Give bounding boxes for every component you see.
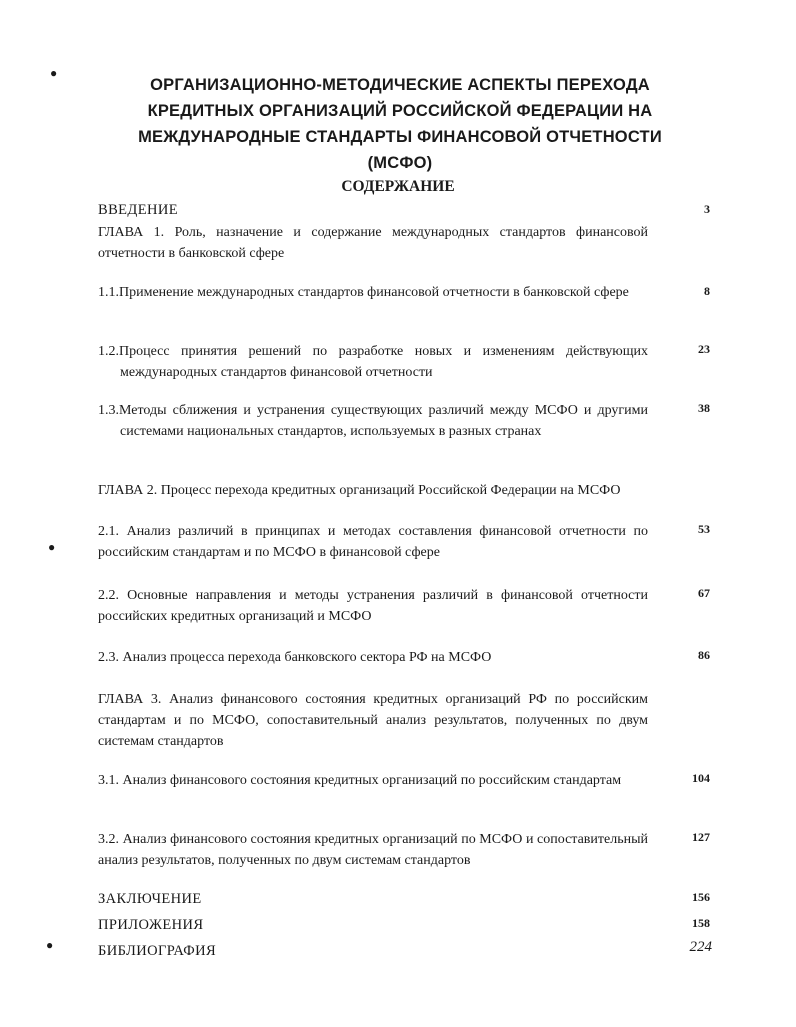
- page-number: 104: [692, 771, 710, 785]
- page-number: 8: [704, 284, 710, 298]
- page-number: 23: [698, 342, 710, 356]
- toc-entry-appendices: ПРИЛОЖЕНИЯ: [98, 917, 204, 933]
- toc-entry-3-2: 3.2. Анализ финансового состояния кредитных организаций по МСФО и сопоставительный анализ результатов, полученных по двум системам стандартов: [98, 832, 648, 868]
- toc-entry-chapter-3: ГЛАВА 3. Анализ финансового состояния кредитных организаций РФ по российским стандартам и по МСФО, сопоставительный анализ результатов, полученных по двум системам стандартов: [98, 692, 648, 749]
- toc-heading: СОДЕРЖАНИЕ: [341, 178, 455, 195]
- document-title: [110, 72, 690, 176]
- title-line: МЕЖДУНАРОДНЫЕ СТАНДАРТЫ ФИНАНСОВОЙ ОТЧЕТНОСТИ: [138, 128, 662, 146]
- toc-entry-2-2: 2.2. Основные направления и методы устранения различий в финансовой отчетности российских кредитных организаций и МСФО: [98, 588, 648, 624]
- title-line: КРЕДИТНЫХ ОРГАНИЗАЦИЙ РОССИЙСКОЙ ФЕДЕРАЦИИ НА: [147, 102, 653, 120]
- page-number: 158: [692, 916, 710, 930]
- title-line: ОРГАНИЗАЦИОННО-МЕТОДИЧЕСКИЕ АСПЕКТЫ ПЕРЕХОДА: [150, 76, 650, 94]
- toc-entry-2-1: 2.1. Анализ различий в принципах и методах составления финансовой отчетности по российским стандартам и по МСФО в финансовой сфере: [98, 524, 648, 560]
- margin-dot-icon: ●: [48, 540, 56, 554]
- page-number: 156: [692, 890, 710, 904]
- page-number: 86: [698, 648, 710, 662]
- page-number: 38: [698, 401, 710, 415]
- toc-entry-intro: ВВЕДЕНИЕ: [98, 202, 178, 218]
- margin-dot-icon: ●: [50, 66, 58, 80]
- toc-entry-conclusion: ЗАКЛЮЧЕНИЕ: [98, 891, 202, 907]
- margin-dot-icon: ●: [46, 938, 54, 952]
- title-line: (МСФО): [367, 154, 433, 172]
- toc-entry-3-1: 3.1. Анализ финансового состояния кредитных организаций по российским стандартам: [98, 773, 622, 788]
- page-number: 53: [698, 522, 710, 536]
- toc-entry-1-2: 1.2.Процесс принятия решений по разработке новых и изменениям действующих международных стандартов финансовой отчетности: [98, 344, 648, 380]
- page-number: 67: [698, 586, 710, 600]
- toc-entry-1-1: 1.1.Применение международных стандартов финансовой отчетности в банковской сфере: [98, 285, 629, 300]
- toc-entry-chapter-1: ГЛАВА 1. Роль, назначение и содержание международных стандартов финансовой отчетности в банковской сфере: [98, 225, 648, 261]
- page-number: 3: [704, 202, 710, 216]
- page-number-handwritten: 224: [689, 939, 712, 955]
- toc-entry-1-3: 1.3.Методы сближения и устранения существующих различий между МСФО и другими системами национальных стандартов, используемых в разных странах: [98, 403, 648, 439]
- page-number: 127: [692, 830, 710, 844]
- toc-entry-2-3: 2.3. Анализ процесса перехода банковского сектора РФ на МСФО: [98, 650, 492, 665]
- toc-entry-chapter-2: ГЛАВА 2. Процесс перехода кредитных организаций Российской Федерации на МСФО: [98, 483, 621, 498]
- toc-entry-bibliography: БИБЛИОГРАФИЯ: [98, 943, 217, 959]
